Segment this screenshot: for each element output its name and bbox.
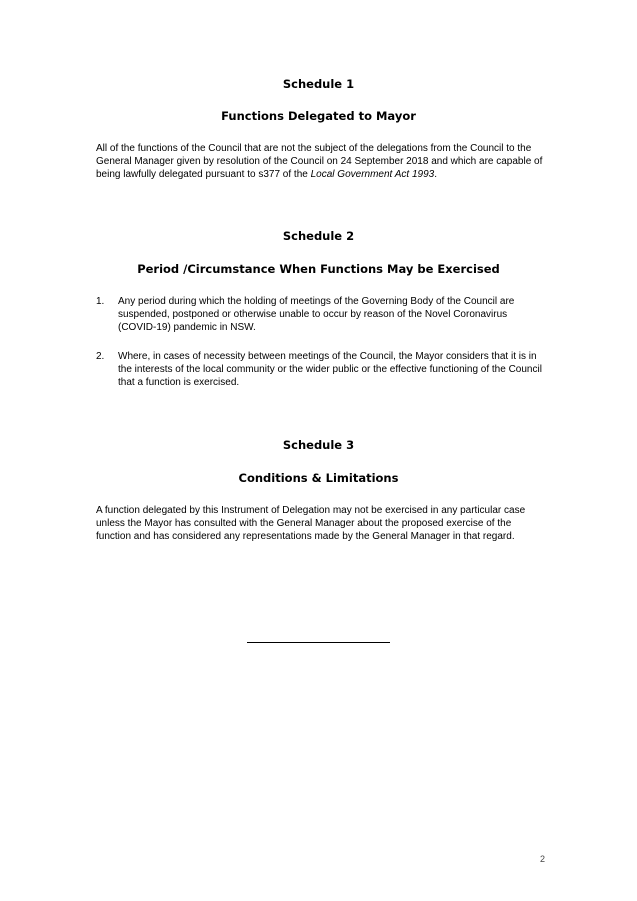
schedule-3-subtitle: Conditions & Limitations <box>238 471 399 485</box>
list-item <box>96 350 546 390</box>
schedule-2-title: Schedule 2 <box>282 229 355 243</box>
schedule-1-paragraph-main: All of the functions of the Council that are not the subject of the delegations from the Council to the General Manager given by resolution of the Council on 24 September 2018 and which are capable of being lawfully delegated pursuant to s377 of the <box>96 143 543 180</box>
schedule-2-subtitle: Period /Circumstance When Functions May be Exercised <box>137 262 500 276</box>
page-number: 2 <box>540 854 546 864</box>
list-item <box>96 295 546 335</box>
schedule-1-subtitle: Functions Delegated to Mayor <box>221 109 416 123</box>
list-item-text: Any period during which the holding of meetings of the Governing Body of the Council are suspended, postponed or otherwise unable to occur by reason of the Novel Coronavirus (COVID-19) pandemic in NSW. <box>118 296 515 333</box>
list-item-number: 1. <box>96 296 105 307</box>
schedule-3-title: Schedule 3 <box>282 438 355 452</box>
act-citation: Local Government Act 1993 <box>310 169 435 180</box>
list-item-text: Where, in cases of necessity between meetings of the Council, the Mayor considers that it is in the interests of the local community or the wider public or the effective functioning of the Council that a function is exercised. <box>118 351 542 388</box>
end-rule-line <box>247 642 390 643</box>
schedule-1-paragraph-end: . <box>434 169 437 180</box>
schedule-1-title: Schedule 1 <box>282 77 355 91</box>
list-item-number: 2. <box>96 351 105 362</box>
schedule-1-paragraph <box>96 142 546 181</box>
schedule-3-paragraph: A function delegated by this Instrument of Delegation may not be exercised in any particular case unless the Mayor has consulted with the General Manager about the proposed exercise of the function and has considered any representations made by the General Manager in that regard. <box>96 505 526 542</box>
